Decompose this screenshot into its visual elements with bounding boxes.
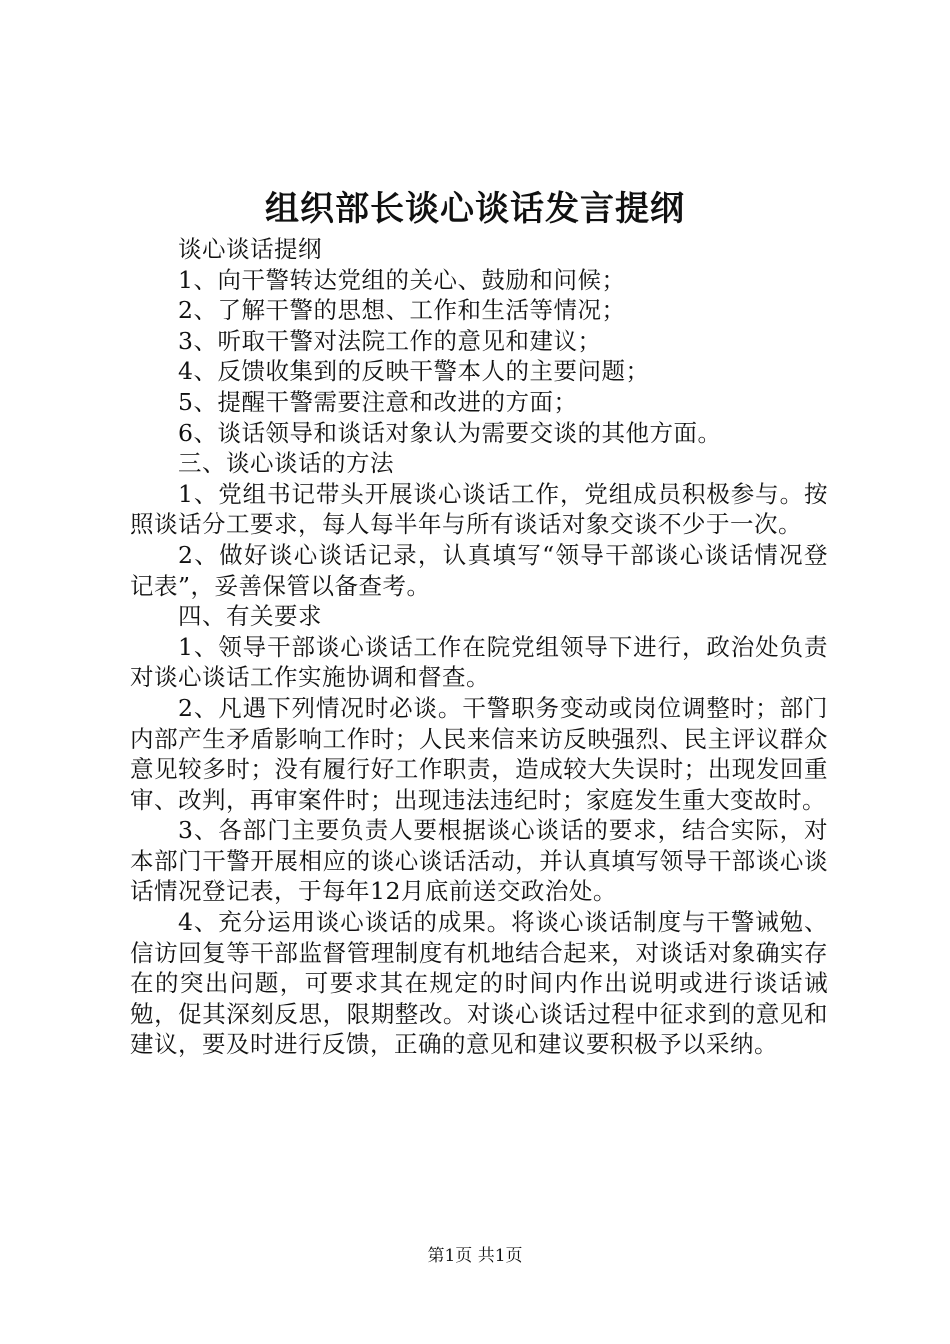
list-item: 3、听取干警对法院工作的意见和建议； — [178, 326, 602, 355]
paragraph: 1、党组书记带头开展谈心谈话工作，党组成员积极参与。按照谈话分工要求，每人每半年与所有谈话对象交谈不少于一次。 — [130, 479, 828, 539]
list-item: 1、向干警转达党组的关心、鼓励和问候； — [178, 265, 626, 294]
paragraph: 3、各部门主要负责人要根据谈心谈话的要求，结合实际，对本部门干警开展相应的谈心谈话活动，并认真填写领导干部谈心谈话情况登记表，于每年12月底前送交政治处。 — [130, 816, 828, 906]
list-item: 6、谈话领导和谈话对象认为需要交谈的其他方面。 — [178, 418, 722, 447]
paragraph: 2、凡遇下列情况时必谈。干警职务变动或岗位调整时；部门内部产生矛盾影响工作时；人民来信来访反映强烈、民主评议群众意见较多时；没有履行好工作职责，造成较大失误时；出现发回重审、改判，再审案件时；出现违法违纪时；家庭发生重大变故时。 — [130, 693, 828, 814]
list-item: 5、提醒干警需要注意和改进的方面； — [178, 387, 578, 416]
document-body — [130, 234, 828, 1060]
list-item: 4、反馈收集到的反映干警本人的主要问题； — [178, 357, 650, 386]
section-heading: 三、谈心谈话的方法 — [178, 449, 394, 478]
list-item: 2、了解干警的思想、工作和生活等情况； — [178, 296, 626, 325]
paragraph: 1、领导干部谈心谈话工作在院党组领导下进行，政治处负责对谈心谈话工作实施协调和督查。 — [130, 632, 828, 692]
paragraph: 4、充分运用谈心谈话的成果。将谈心谈话制度与干警诫勉、信访回复等干部监督管理制度有机地结合起来，对谈话对象确实存在的突出问题，可要求其在规定的时间内作出说明或进行谈话诫勉，促其深刻反思，限期整改。对谈心谈话过程中征求到的意见和建议，要及时进行反馈，正确的意见和建议要积极予以采纳。 — [130, 908, 828, 1059]
document-title: 组织部长谈心谈话发言提纲 — [265, 189, 685, 229]
paragraph: 2、做好谈心谈话记录，认真填写“领导干部谈心谈话情况登记表”，妥善保管以备查考。 — [130, 540, 828, 600]
section-heading: 谈心谈话提纲 — [178, 235, 322, 263]
page-footer: 第1页 共1页 — [427, 1246, 523, 1266]
section-heading: 四、有关要求 — [178, 602, 322, 631]
